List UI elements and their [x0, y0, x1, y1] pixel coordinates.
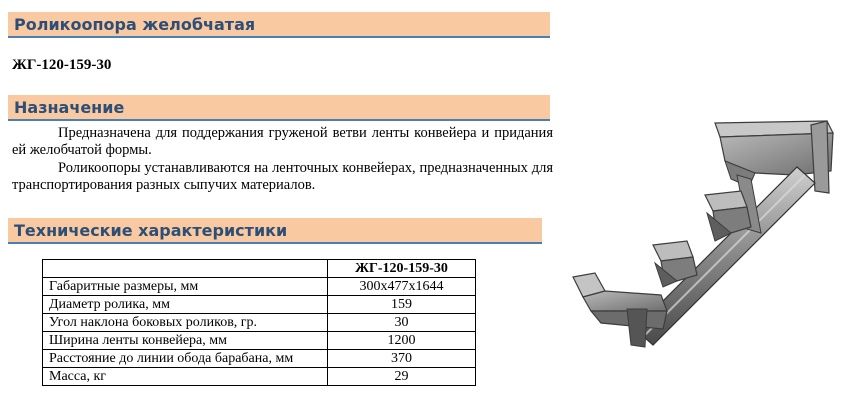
param-name: Ширина ленты конвейера, мм — [43, 332, 328, 350]
table-header-cell — [43, 260, 328, 278]
param-value: 30 — [328, 314, 476, 332]
param-name: Диаметр ролика, мм — [43, 296, 328, 314]
description-paragraph-2 — [12, 160, 553, 194]
section-title-specs: Технические характеристики — [8, 218, 542, 244]
table-row — [43, 350, 476, 368]
param-name: Угол наклона боковых роликов, гр. — [43, 314, 328, 332]
model-code: ЖГ-120-159-30 — [12, 57, 112, 73]
table-row — [43, 314, 476, 332]
description-text-1: Предназначена для поддержания груженой ветви ленты конвейера и придания ей желобчатой формы. — [12, 125, 553, 158]
param-name: Расстояние до линии обода барабана, мм — [43, 350, 328, 368]
table-row — [43, 296, 476, 314]
table-row — [43, 368, 476, 386]
section-title-purpose: Назначение — [8, 95, 550, 121]
param-value: 300x477x1644 — [328, 278, 476, 296]
description-paragraph-1 — [12, 125, 553, 159]
table-header-row — [43, 260, 476, 278]
param-value: 370 — [328, 350, 476, 368]
param-value: 1200 — [328, 332, 476, 350]
param-value: 159 — [328, 296, 476, 314]
roller-support-illustration — [565, 115, 835, 360]
specs-table — [42, 259, 476, 386]
table-header-cell: ЖГ-120-159-30 — [328, 260, 476, 278]
table-row — [43, 278, 476, 296]
top-end-bracket — [715, 121, 833, 193]
description-text-2: Роликоопоры устанавливаются на ленточных конвейерах, предназначенных для транспортирования разных сыпучих материалов. — [12, 160, 553, 193]
param-value: 29 — [328, 368, 476, 386]
param-name: Масса, кг — [43, 368, 328, 386]
table-row — [43, 332, 476, 350]
param-name: Габаритные размеры, мм — [43, 278, 328, 296]
section-title-main: Роликоопора желобчатая — [8, 12, 550, 38]
